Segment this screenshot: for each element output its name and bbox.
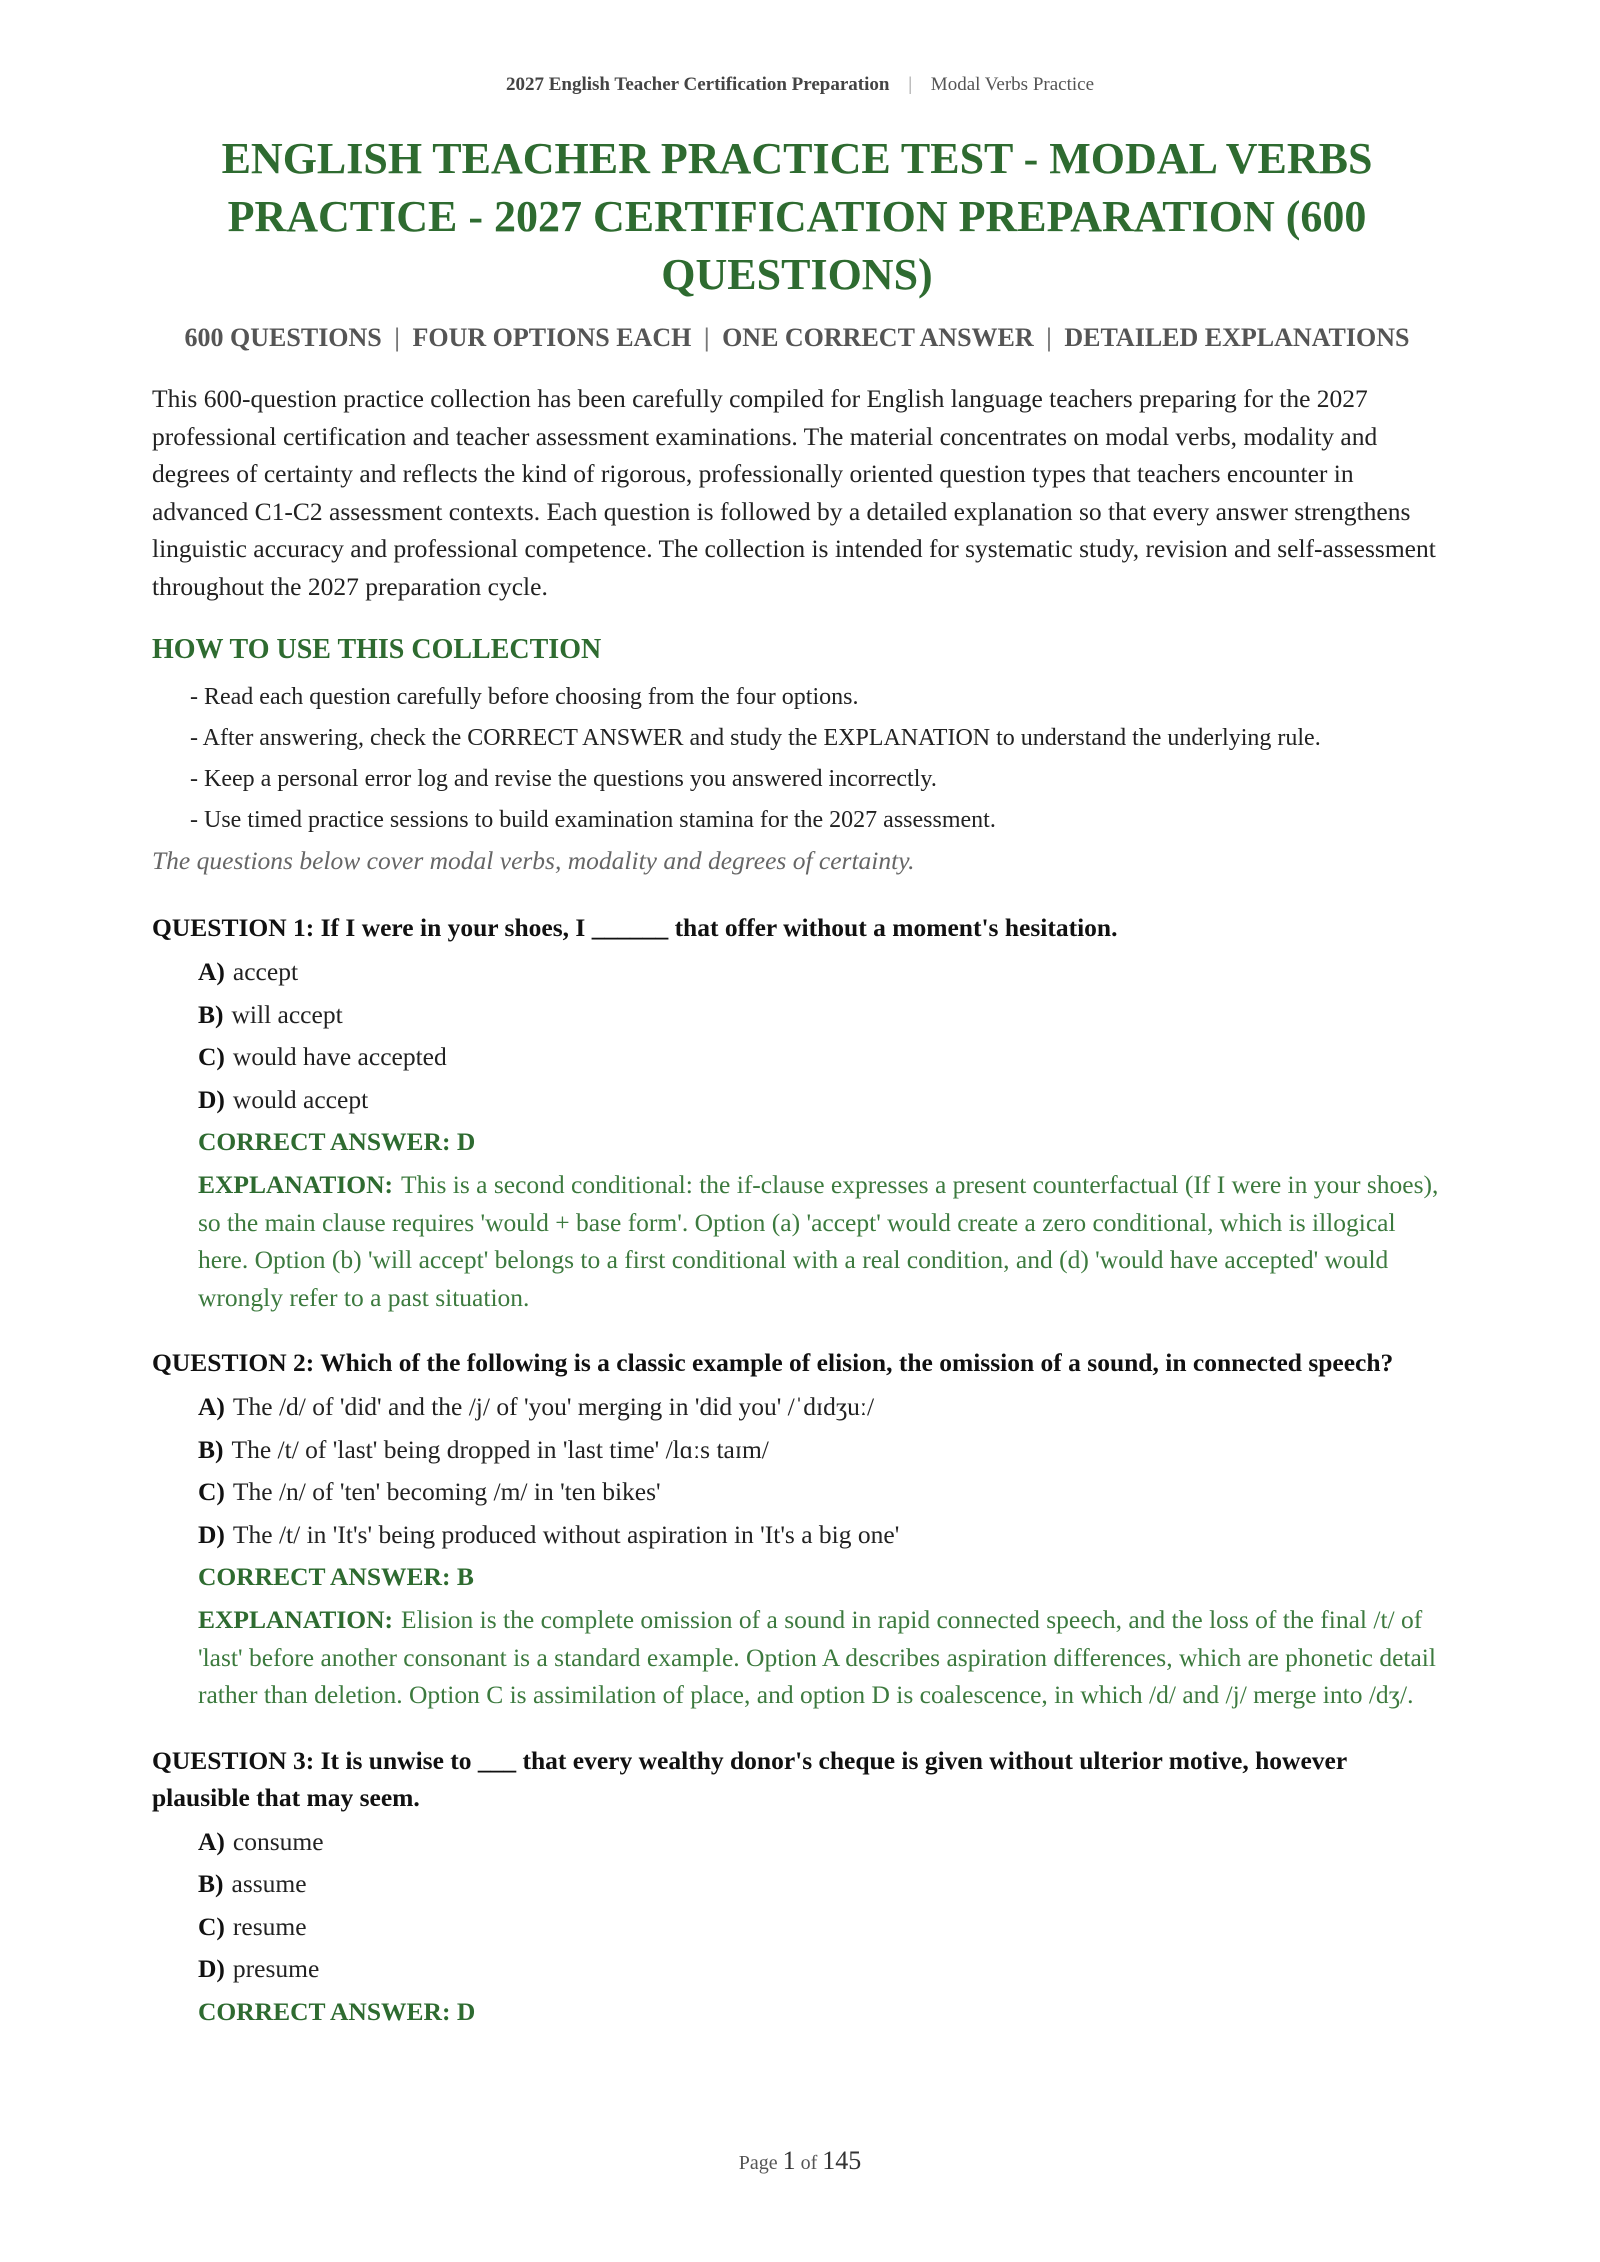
answer-option [198,1951,1442,1987]
option-letter: C) [198,1911,225,1941]
running-header [0,74,1600,96]
option-letter: D) [198,1084,225,1114]
option-text: The /t/ of 'last' being dropped in 'last time' /lɑːs taɪm/ [231,1434,769,1464]
answer-options [152,1389,1442,1553]
how-to-use-item: - After answering, check the CORRECT ANSWER and study the EXPLANATION to understand the underlying rule. [190,725,1321,751]
question-block [152,1344,1442,1714]
option-letter: B) [198,1869,224,1898]
document-subtitle [152,320,1442,356]
how-to-use-heading: HOW TO USE THIS COLLECTION [152,634,602,665]
of-word: of [800,2152,818,2174]
subtitle-separator: | [1046,323,1052,352]
answer-option [198,1039,1442,1075]
how-to-use-item: - Read each question carefully before choosing from the four options. [190,684,859,710]
how-to-use-item: - Keep a personal error log and revise the questions you answered incorrectly. [190,766,937,792]
subtitle-part: FOUR OPTIONS EACH [412,323,692,352]
answer-option [198,1909,1442,1945]
option-text: would have accepted [232,1042,447,1071]
subtitle-part: DETAILED EXPLANATIONS [1064,323,1410,352]
question-block [152,909,1442,1316]
question-block [152,1742,1442,2030]
explanation [198,1601,1442,1714]
option-letter: A) [198,1826,225,1856]
option-text: assume [231,1869,307,1898]
how-to-use-item: - Use timed practice sessions to build examination stamina for the 2027 assessment. [190,807,996,833]
subtitle-part: ONE CORRECT ANSWER [722,323,1034,352]
option-letter: B) [198,1434,224,1464]
total-pages: 145 [822,2146,862,2175]
answer-option [198,997,1442,1033]
answer-option [198,1082,1442,1118]
document-title: ENGLISH TEACHER PRACTICE TEST - MODAL VERBS PRACTICE - 2027 CERTIFICATION PREPARATION (600 QUESTIONS) [221,134,1373,299]
option-letter: D) [198,1519,225,1549]
running-header-left: 2027 English Teacher Certification Preparation [505,74,890,95]
answer-option [198,1474,1442,1510]
option-letter: D) [198,1954,225,1983]
option-text: The /n/ of 'ten' becoming /m/ in 'ten bikes' [232,1477,661,1506]
explanation [198,1166,1442,1316]
option-text: will accept [231,999,343,1029]
how-to-use-list [152,679,1442,838]
option-text: The /t/ in 'It's' being produced without aspiration in 'It's a big one' [232,1519,900,1549]
running-header-right: Modal Verbs Practice [930,74,1095,95]
correct-answer: CORRECT ANSWER: D [198,1127,476,1156]
answer-option [198,1432,1442,1468]
option-letter: A) [198,1392,225,1421]
subtitle-part: 600 QUESTIONS [184,323,382,352]
page-footer [0,2146,1600,2176]
explanation-text: This is a second conditional: the if-clause expresses a present counterfactual (If I were in your shoes), so the main clause requires 'would + base form'. Option (a) 'accept' would create a zero conditional, which is illogical here. Option (b) 'will accept' belongs to a first conditional with a real condition, and (d) 'would have accepted' would wrongly refer to a past situation. [198,1170,1439,1312]
page-word: Page [738,2152,778,2174]
explanation-label: EXPLANATION: [198,1170,394,1199]
correct-answer: CORRECT ANSWER: D [198,1996,476,2026]
answer-options [152,1824,1442,1988]
option-text: consume [232,1826,324,1856]
question-stem: QUESTION 3: It is unwise to ___ that every wealthy donor's cheque is given without ulterior motive, however plausible that may seem. [152,1745,1347,1812]
correct-answer: CORRECT ANSWER: B [198,1562,474,1591]
option-text: presume [232,1954,320,1983]
option-letter: C) [198,1042,225,1071]
running-header-separator: | [908,74,913,95]
option-text: would accept [232,1084,369,1114]
question-stem: QUESTION 2: Which of the following is a classic example of elision, the omission of a sound, in connected speech? [152,1348,1394,1377]
explanation-label: EXPLANATION: [198,1605,394,1634]
coverage-note: The questions below cover modal verbs, modality and degrees of certainty. [152,846,915,875]
answer-option [198,954,1442,990]
intro-paragraph: This 600-question practice collection has been carefully compiled for English language teachers preparing for the 2027 professional certification and teacher assessment examinations. The material concentrates on modal verbs, modality and degrees of certainty and reflects the kind of rigorous, professionally oriented question types that teachers encounter in advanced C1-C2 assessment contexts. Each question is followed by a detailed explanation so that every answer strengthens linguistic accuracy and professional competence. The collection is intended for systematic study, revision and self-assessment throughout the 2027 preparation cycle. [152,384,1436,601]
option-letter: C) [198,1477,225,1506]
option-text: accept [232,957,299,986]
answer-option [198,1517,1442,1553]
option-text: resume [232,1911,307,1941]
page-content [152,130,1442,2030]
page-number: 1 [782,2146,796,2175]
option-letter: B) [198,999,224,1029]
explanation-text: Elision is the complete omission of a sound in rapid connected speech, and the loss of the final /t/ of 'last' before another consonant is a standard example. Option A describes aspiration differences, which are phonetic detail rather than deletion. Option C is assimilation of place, and option D is coalescence, in which /d/ and /j/ merge into /dʒ/. [198,1605,1436,1709]
subtitle-separator: | [703,323,710,352]
answer-option [198,1824,1442,1860]
option-text: The /d/ of 'did' and the /j/ of 'you' merging in 'did you' /ˈdɪdʒuː/ [232,1392,875,1421]
answer-option [198,1389,1442,1425]
subtitle-separator: | [394,323,401,352]
question-stem: QUESTION 1: If I were in your shoes, I ______ that offer without a moment's hesitation. [152,913,1118,942]
option-letter: A) [198,957,225,986]
answer-option [198,1866,1442,1902]
answer-options [152,954,1442,1118]
